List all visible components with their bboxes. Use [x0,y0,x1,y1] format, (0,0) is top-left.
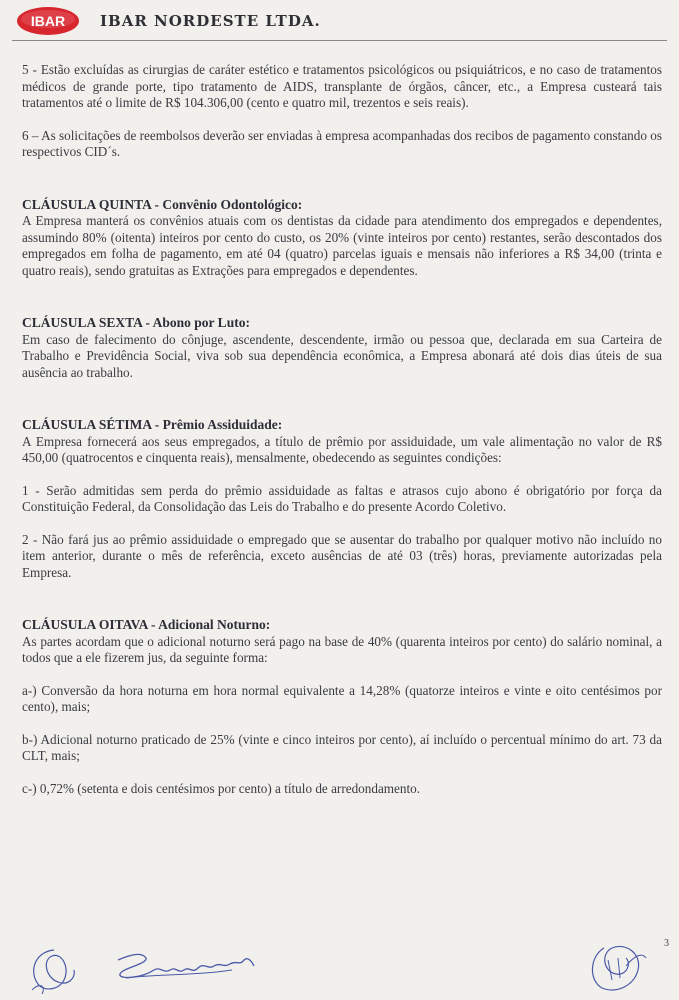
clause-setima-item-1: 1 - Serão admitidas sem perda do prêmio assiduidade as faltas e atrasos cujo abono é obrigatório por força da Constituição Federal, da Consolidação das Leis do Trabalho e do presente Acordo Coletivo. [22,482,662,514]
signature-center [112,948,262,988]
clause-oitava-text: As partes acordam que o adicional noturno será pago na base de 40% (quarenta inteiros por cento) do salário nominal, a todos que a ele fizerem jus, da seguinte forma: [22,633,662,665]
clause-sexta-title: CLÁUSULA SEXTA - Abono por Luto: [22,315,250,330]
signature-left [24,942,84,997]
clause-oitava-item-a: a-) Conversão da hora noturna em hora normal equivalente a 14,28% (quatorze inteiros e vinte e oito centésimos por cento), mais; [22,682,662,714]
page-number: 3 [664,938,669,949]
clause-setima-item-2: 2 - Não fará jus ao prêmio assiduidade o empregado que se ausentar do trabalho por qualquer motivo não incluído no item anterior, durante o mês de referência, exceto ausências de até 03 (três) horas, previamente autorizadas pela Empresa. [22,531,662,580]
company-name: IBAR NORDESTE LTDA. [100,12,321,30]
item-5: 5 - Estão excluídas as cirurgias de caráter estético e tratamentos psicológicos ou psiquiátricos, e no caso de tratamentos médicos de grande porte, tipo tratamento de AIDS, transplante de órgãos, câncer, etc., a Empresa custeará tais tratamentos até o limite de R$ 104.306,00 (cento e quatro mil, trezentos e seis reais). [22,62,662,110]
signature-right [582,936,652,996]
svg-text:IBAR: IBAR [30,13,66,29]
clause-quinta-text: A Empresa manterá os convênios atuais com os dentistas da cidade para atendimento dos empregados e dependentes, assumindo 80% (oitenta) inteiros por cento do custo, os 20% (vinte inteiros por cento) restantes, serão descontados dos empregados em folha de pagamento, em até 04 (quatro) parcelas iguais e mensais não inferiores a R$ 34,00 (trinta e quatro reais), sendo gratuitas as Extrações para empregados e dependentes. [22,213,662,278]
company-logo [16,6,80,36]
clause-quinta-title: CLÁUSULA QUINTA - Convênio Odontológico: [22,196,303,212]
header-divider [12,40,667,41]
letterhead [12,4,672,44]
item-6: 6 – As solicitações de reembolsos deverão ser enviadas à empresa acompanhadas dos recibos de pagamento constando os respectivos CID´s. [22,127,662,159]
clause-sexta-text: Em caso de falecimento do cônjuge, ascendente, descendente, irmão ou pessoa que, declarada em sua Carteira de Trabalho e Previdência Social, viva sob sua dependência econômica, a Empresa abonará até dois dias úteis de sua ausência ao trabalho. [22,331,662,380]
clause-setima-text: A Empresa fornecerá aos seus empregados, a título de prêmio por assiduidade, um vale alimentação no valor de R$ 450,00 (quatrocentos e cinquenta reais), mensalmente, obedecendo as seguintes condições: [22,433,662,465]
clause-oitava-title: CLÁUSULA OITAVA - Adicional Noturno: [22,617,271,632]
clause-setima-title: CLÁUSULA SÉTIMA - Prêmio Assiduidade: [22,417,283,432]
clauses-body [22,62,662,797]
clause-oitava-item-b: b-) Adicional noturno praticado de 25% (vinte e cinco inteiros por cento), aí incluído o percentual mínimo do art. 73 da CLT, mais; [22,731,662,763]
clause-oitava-item-c: c-) 0,72% (setenta e dois centésimos por cento) a título de arredondamento. [22,780,421,796]
